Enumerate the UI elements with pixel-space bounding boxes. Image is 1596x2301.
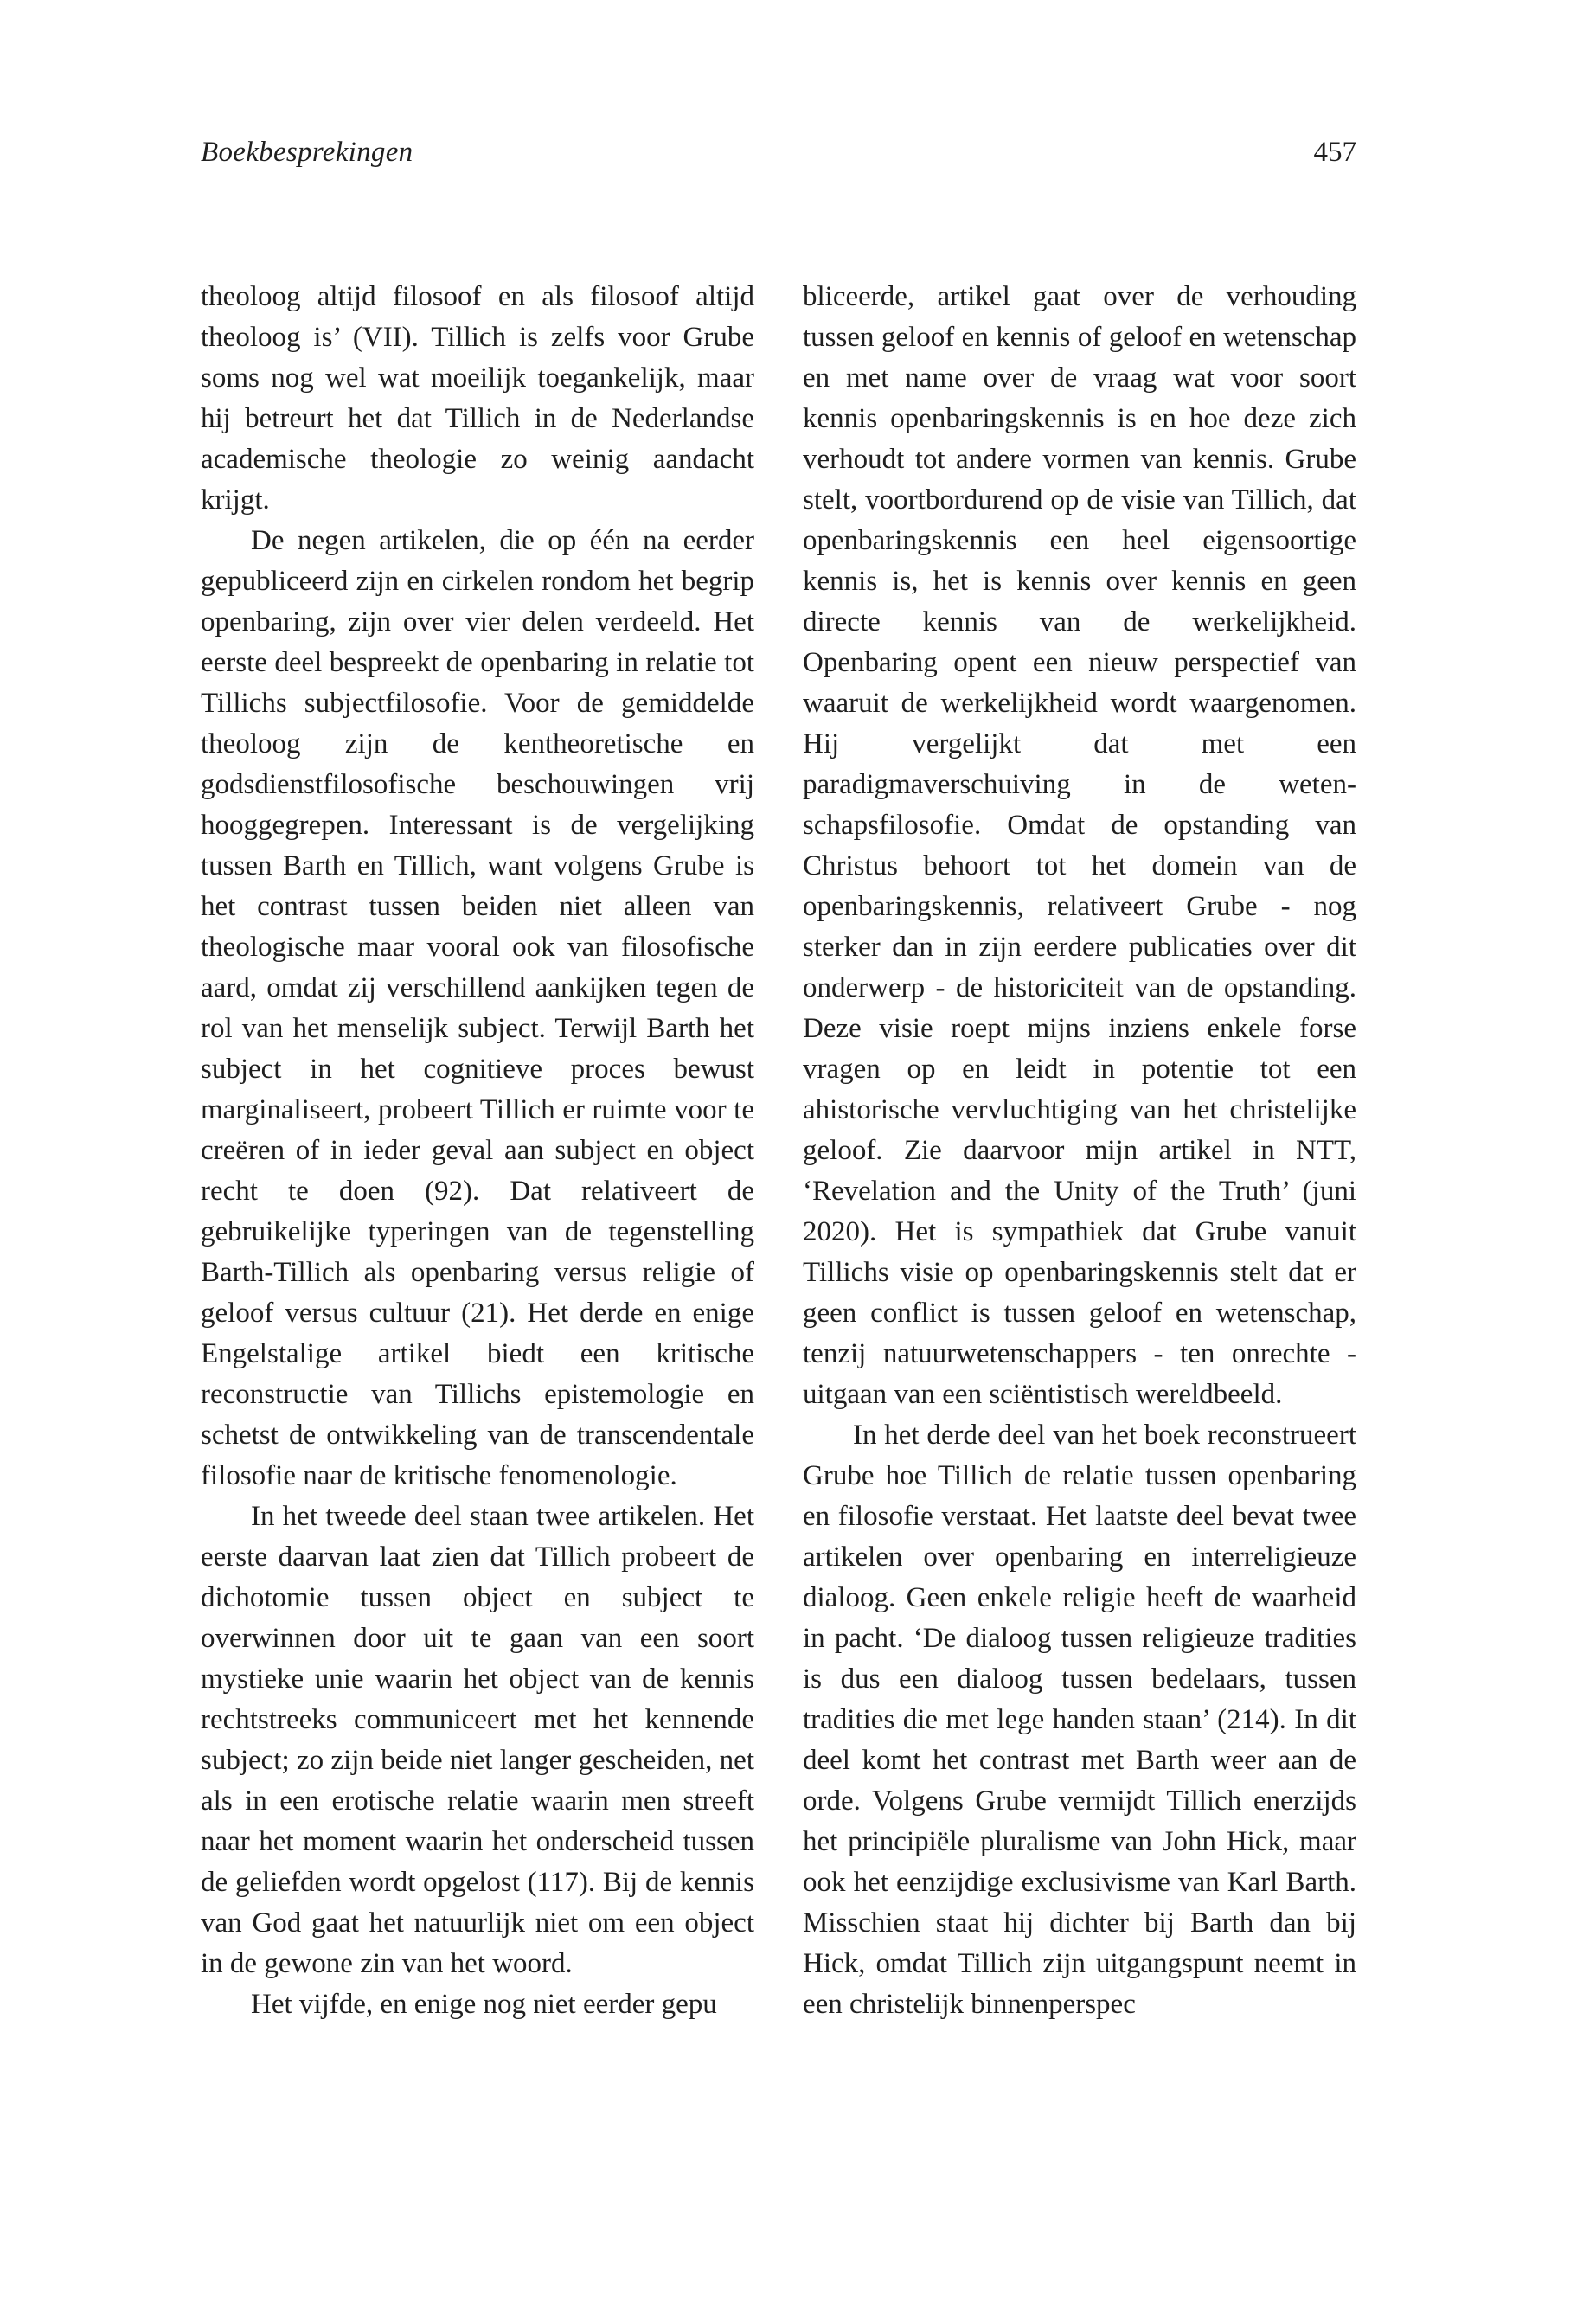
paragraph: Het vijfde, en enige nog niet eerder gepu <box>251 1989 717 2020</box>
left-column <box>201 277 754 2025</box>
paragraph: theoloog altijd filosoof en als filosoof altijd theoloog is’ (VII). Tillich is zelfs voor Grube soms nog wel wat moeilijk toegankelijk, maar hij betreurt het dat Tillich in de Nederlandse academische theologie zo weinig aandacht krijgt. <box>201 281 754 516</box>
page-number: 457 <box>1313 137 1356 168</box>
paragraph: In het tweede deel staan twee artikelen. Het eerste daarvan laat zien dat Tillich probeert de dichotomie tussen object en subject te overwinnen door uit te gaan van een soort mystieke unie waarin het object van de kennis rechtstreeks communiceert met het kennende subject; zo zijn beide niet langer gescheiden, net als in een erotische relatie waarin men streeft naar het moment waarin het onderscheid tussen de geliefden wordt opgelost (117). Bij de kennis van God gaat het natuurlijk niet om een object in de gewone zin van het woord. <box>201 1501 754 1979</box>
paragraph: bliceerde, artikel gaat over de verhouding tussen geloof en kennis of geloof en wetenschap en met name over de vraag wat voor soort kennis openbaringskennis is en hoe deze zich verhoudt tot andere vormen van kennis. Grube stelt, voortbordurend op de visie van Tillich, dat openbaringskennis een heel eigensoortige kennis is, het is kennis over kennis en geen directe kennis van de werkelijkheid. Openbaring opent een nieuw perspectief van waaruit de werkelijkheid wordt waargenomen. Hij vergelijkt dat met een paradigmaverschuiving in de wetenschapsfilosofie. Omdat de opstanding van Christus behoort tot het domein van de openbaringskennis, relativeert Grube - nog sterker dan in zijn eerdere publicaties over dit onderwerp - de historiciteit van de opstanding. Deze visie roept mijns inziens enkele forse vragen op en leidt in potentie tot een ahistorische vervluchtiging van het christelijke geloof. Zie daarvoor mijn artikel in NTT, ‘Revelation and the Unity of the Truth’ (juni 2020). Het is sympathiek dat Grube vanuit Tillichs visie op openbaringskennis stelt dat er geen conflict is tussen geloof en wetenschap, tenzij natuurwetenschappers - ten onrechte - uitgaan van een sciëntistisch wereldbeeld. <box>803 281 1356 1410</box>
right-column <box>803 277 1356 2025</box>
paragraph: De negen artikelen, die op één na eerder gepubliceerd zijn en cirkelen rondom het begrip openbaring, zijn over vier delen verdeeld. Het eerste deel bespreekt de openbaring in relatie tot Tillichs subjectfilosofie. Voor de gemiddelde theoloog zijn de kentheoretische en godsdienstfilosofische beschouwingen vrij hooggegrepen. Interessant is de vergelijking tussen Barth en Tillich, want volgens Grube is het contrast tussen beiden niet alleen van theologische maar vooral ook van filosofische aard, omdat zij verschillend aankijken tegen de rol van het menselijk subject. Terwijl Barth het subject in het cognitieve proces bewust marginaliseert, probeert Tillich er ruimte voor te creëren of in ieder geval aan subject en object recht te doen (92). Dat relativeert de gebruikelijke typeringen van de tegenstelling Barth-Tillich als openbaring versus religie of geloof versus cultuur (21). Het derde en enige Engelstalige artikel biedt een kritische reconstructie van Tillichs epistemologie en schetst de ontwikkeling van de transcendentale filosofie naar de kritische fenomenologie. <box>201 525 754 1491</box>
paragraph: In het derde deel van het boek reconstrueert Grube hoe Tillich de relatie tussen openbaring en filosofie verstaat. Het laatste deel bevat twee artikelen over openbaring en interreligieuze dialoog. Geen enkele religie heeft de waarheid in pacht. ‘De dialoog tussen religieuze tradities is dus een dialoog tussen bedelaars, tussen tradities die met lege handen staan’ (214). In dit deel komt het contrast met Barth weer aan de orde. Volgens Grube vermijdt Tillich enerzijds het principiële pluralisme van John Hick, maar ook het eenzijdige exclusivisme van Karl Barth. Misschien staat hij dichter bij Barth dan bij Hick, omdat Tillich zijn uitgangspunt neemt in een christelijk binnenperspec <box>803 1420 1356 2020</box>
running-head: Boekbesprekingen <box>201 137 413 168</box>
